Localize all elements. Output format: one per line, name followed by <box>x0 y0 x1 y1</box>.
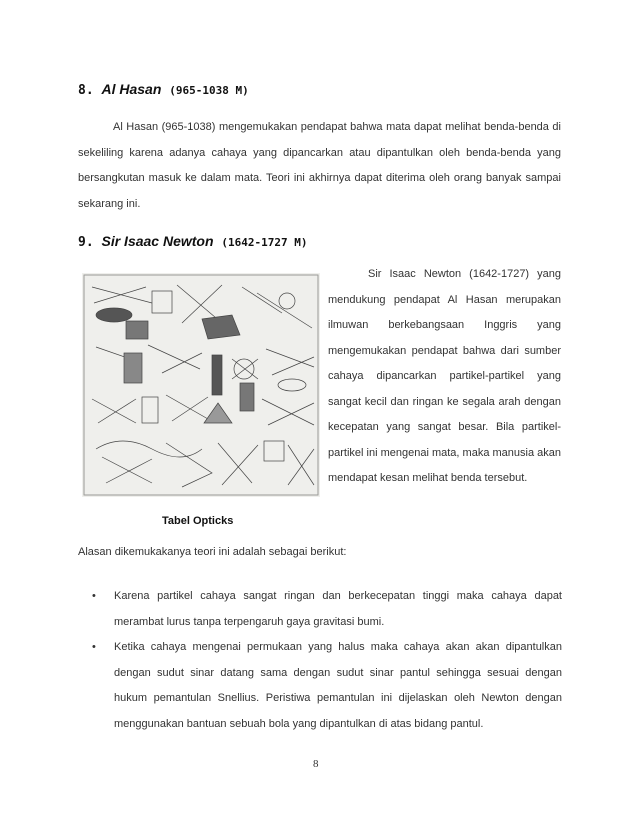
page-number: 8 <box>313 758 319 770</box>
bullet-icon: • <box>92 590 96 602</box>
bullet-icon: • <box>92 641 96 653</box>
section-8-paragraph: Al Hasan (965-1038) mengemukakan pendapat bahwa mata dapat melihat benda-benda di sekeliling karena adanya cahaya yang dipancarkan atau dipantulkan oleh benda-benda yang bersangkutan masuk ke dalam mata. Teori ini akhirnya dapat diterima oleh orang banyak sampai sekarang ini. <box>78 121 561 210</box>
section-8-number: 8. <box>78 83 94 98</box>
reasons-intro: Alasan dikemukakanya teori ini adalah sebagai berikut: <box>78 546 347 558</box>
section-9-years: (1642-1727 M) <box>221 236 308 249</box>
section-9-number: 9. <box>78 235 94 250</box>
section-9-name: Sir Isaac Newton <box>101 233 214 249</box>
section-8-name: Al Hasan <box>101 81 162 97</box>
section-9-paragraph: Sir Isaac Newton (1642-1727) yang mendukung pendapat Al Hasan merupakan ilmuwan berkebangsaan Inggris yang mengemukakan pendapat bahwa dari sumber cahaya dipancarkan partikel-partikel yang sangat kecil dan ringan ke segala arah dengan kecepatan yang sangat besar. Bila partikel-partikel ini mengenai mata, maka manusia akan mendapat kesan melihat benda tersebut. <box>328 268 561 484</box>
list-item-text: Karena partikel cahaya sangat ringan dan berkecepatan tinggi maka cahaya dapat merambat lurus tanpa terpengaruh gaya gravitasi bumi. <box>114 590 562 628</box>
list-item <box>92 635 562 737</box>
list-item-text: Ketika cahaya mengenai permukaan yang halus maka cahaya akan akan dipantulkan dengan sudut sinar datang sama dengan sudut sinar pantul sehingga sesuai dengan hukum pemantulan Snellius. Peristiwa pemantulan ini dijelaskan oleh Newton dengan menggunakan bantuan sebuah bola yang dipantulkan di atas bidang pantul. <box>114 641 562 730</box>
reasons-list <box>92 584 562 737</box>
list-item <box>92 584 562 635</box>
section-8-years: (965-1038 M) <box>169 84 249 97</box>
opticks-plate-illustration <box>82 273 320 497</box>
figure-caption: Tabel Opticks <box>162 515 234 527</box>
section-8-heading <box>78 81 249 98</box>
section-9-heading <box>78 233 307 250</box>
